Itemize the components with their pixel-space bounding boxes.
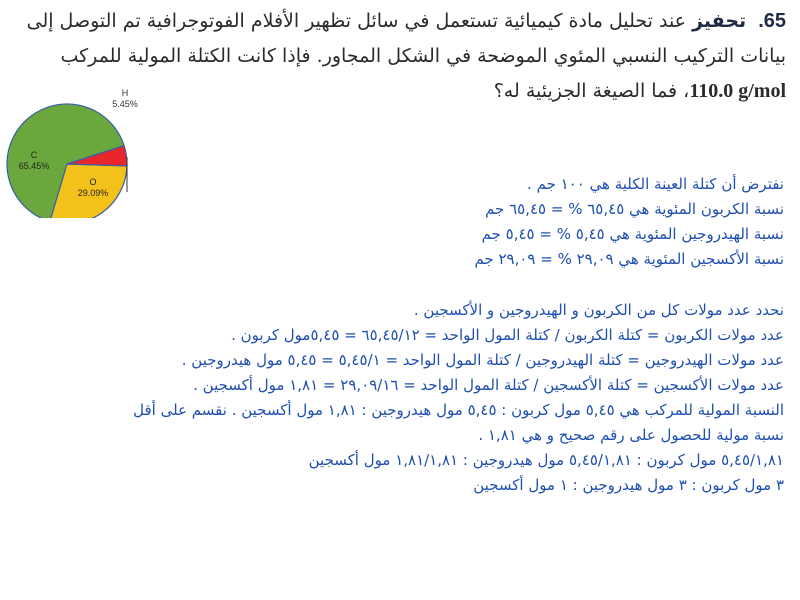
pie-label-h-name: H [121,88,129,98]
problem-text-3: ، فما الصيغة الجزيئية له؟ [493,80,690,102]
solution-text [19,172,784,498]
solution-line: عدد مولات الهيدروجين = كتلة الهيدروجين / كتلة المول الواحد = ٥,٤٥/١ = ٥,٤٥ مول هيدروجين . [181,351,784,369]
solution-line: نسبة الأكسجين المئوية هي ٢٩,٠٩ % = ٢٩,٠٩ جم [474,250,784,268]
solution-line: نحدد عدد مولات كل من الكربون و الهيدروجين و الأكسجين . [413,301,784,319]
problem-line-1 [16,4,786,39]
solution-line: ٥,٤٥/١,٨١ مول كربون : ٥,٤٥/١,٨١ مول هيدروجين : ١,٨١/١,٨١ مول أكسجين [308,451,784,469]
problem-text-2: بيانات التركيب النسبي المئوي الموضحة في الشكل المجاور. فإذا كانت الكتلة المولية للمركب [60,45,786,67]
solution-line: النسبة المولية للمركب هي ٥,٤٥ مول كربون : ٥,٤٥ مول هيدروجين : ١,٨١ مول أكسجين . نقسم على أقل [133,401,784,419]
solution-part-a [19,172,784,272]
problem-number: 65. [758,10,786,32]
solution-line: عدد مولات الأكسجين = كتلة الأكسجين / كتلة المول الواحد = ٢٩,٠٩/١٦ = ١,٨١ مول أكسجين . [193,376,784,394]
pie-label-c-name: C [30,150,38,160]
problem-text-1: عند تحليل مادة كيميائية تستعمل في سائل تظهير الأفلام الفوتوجرافية تم التوصل إلى [26,10,687,32]
pie-label-h-value: 5.45% [112,99,138,109]
solution-line: نسبة الكربون المئوية هي ٦٥,٤٥ % = ٦٥,٤٥ جم [485,200,784,218]
solution-line: نسبة مولية للحصول على رقم صحيح و هي ١,٨١ . [478,426,784,444]
pie-label-o-name: O [89,177,97,187]
problem-keyword: تحفيز [692,10,747,32]
pie-label-o-value: 29.09% [77,188,109,198]
solution-part-b [19,298,784,498]
molar-mass-value: 110.0 g/mol [689,80,786,102]
solution-line: نفترض أن كتلة العينة الكلية هي ١٠٠ جم . [527,175,784,193]
pie-label-c-value: 65.45% [18,161,50,171]
solution-line: نسبة الهيدروجين المئوية هي ٥,٤٥ % = ٥,٤٥ جم [481,225,784,243]
solution-line: عدد مولات الكربون = كتلة الكربون / كتلة المول الواحد = ٦٥,٤٥/١٢ = ٥,٤٥مول كربون . [231,326,784,344]
solution-line: ٣ مول كربون : ٣ مول هيدروجين : ١ مول أكسجين [473,476,784,494]
